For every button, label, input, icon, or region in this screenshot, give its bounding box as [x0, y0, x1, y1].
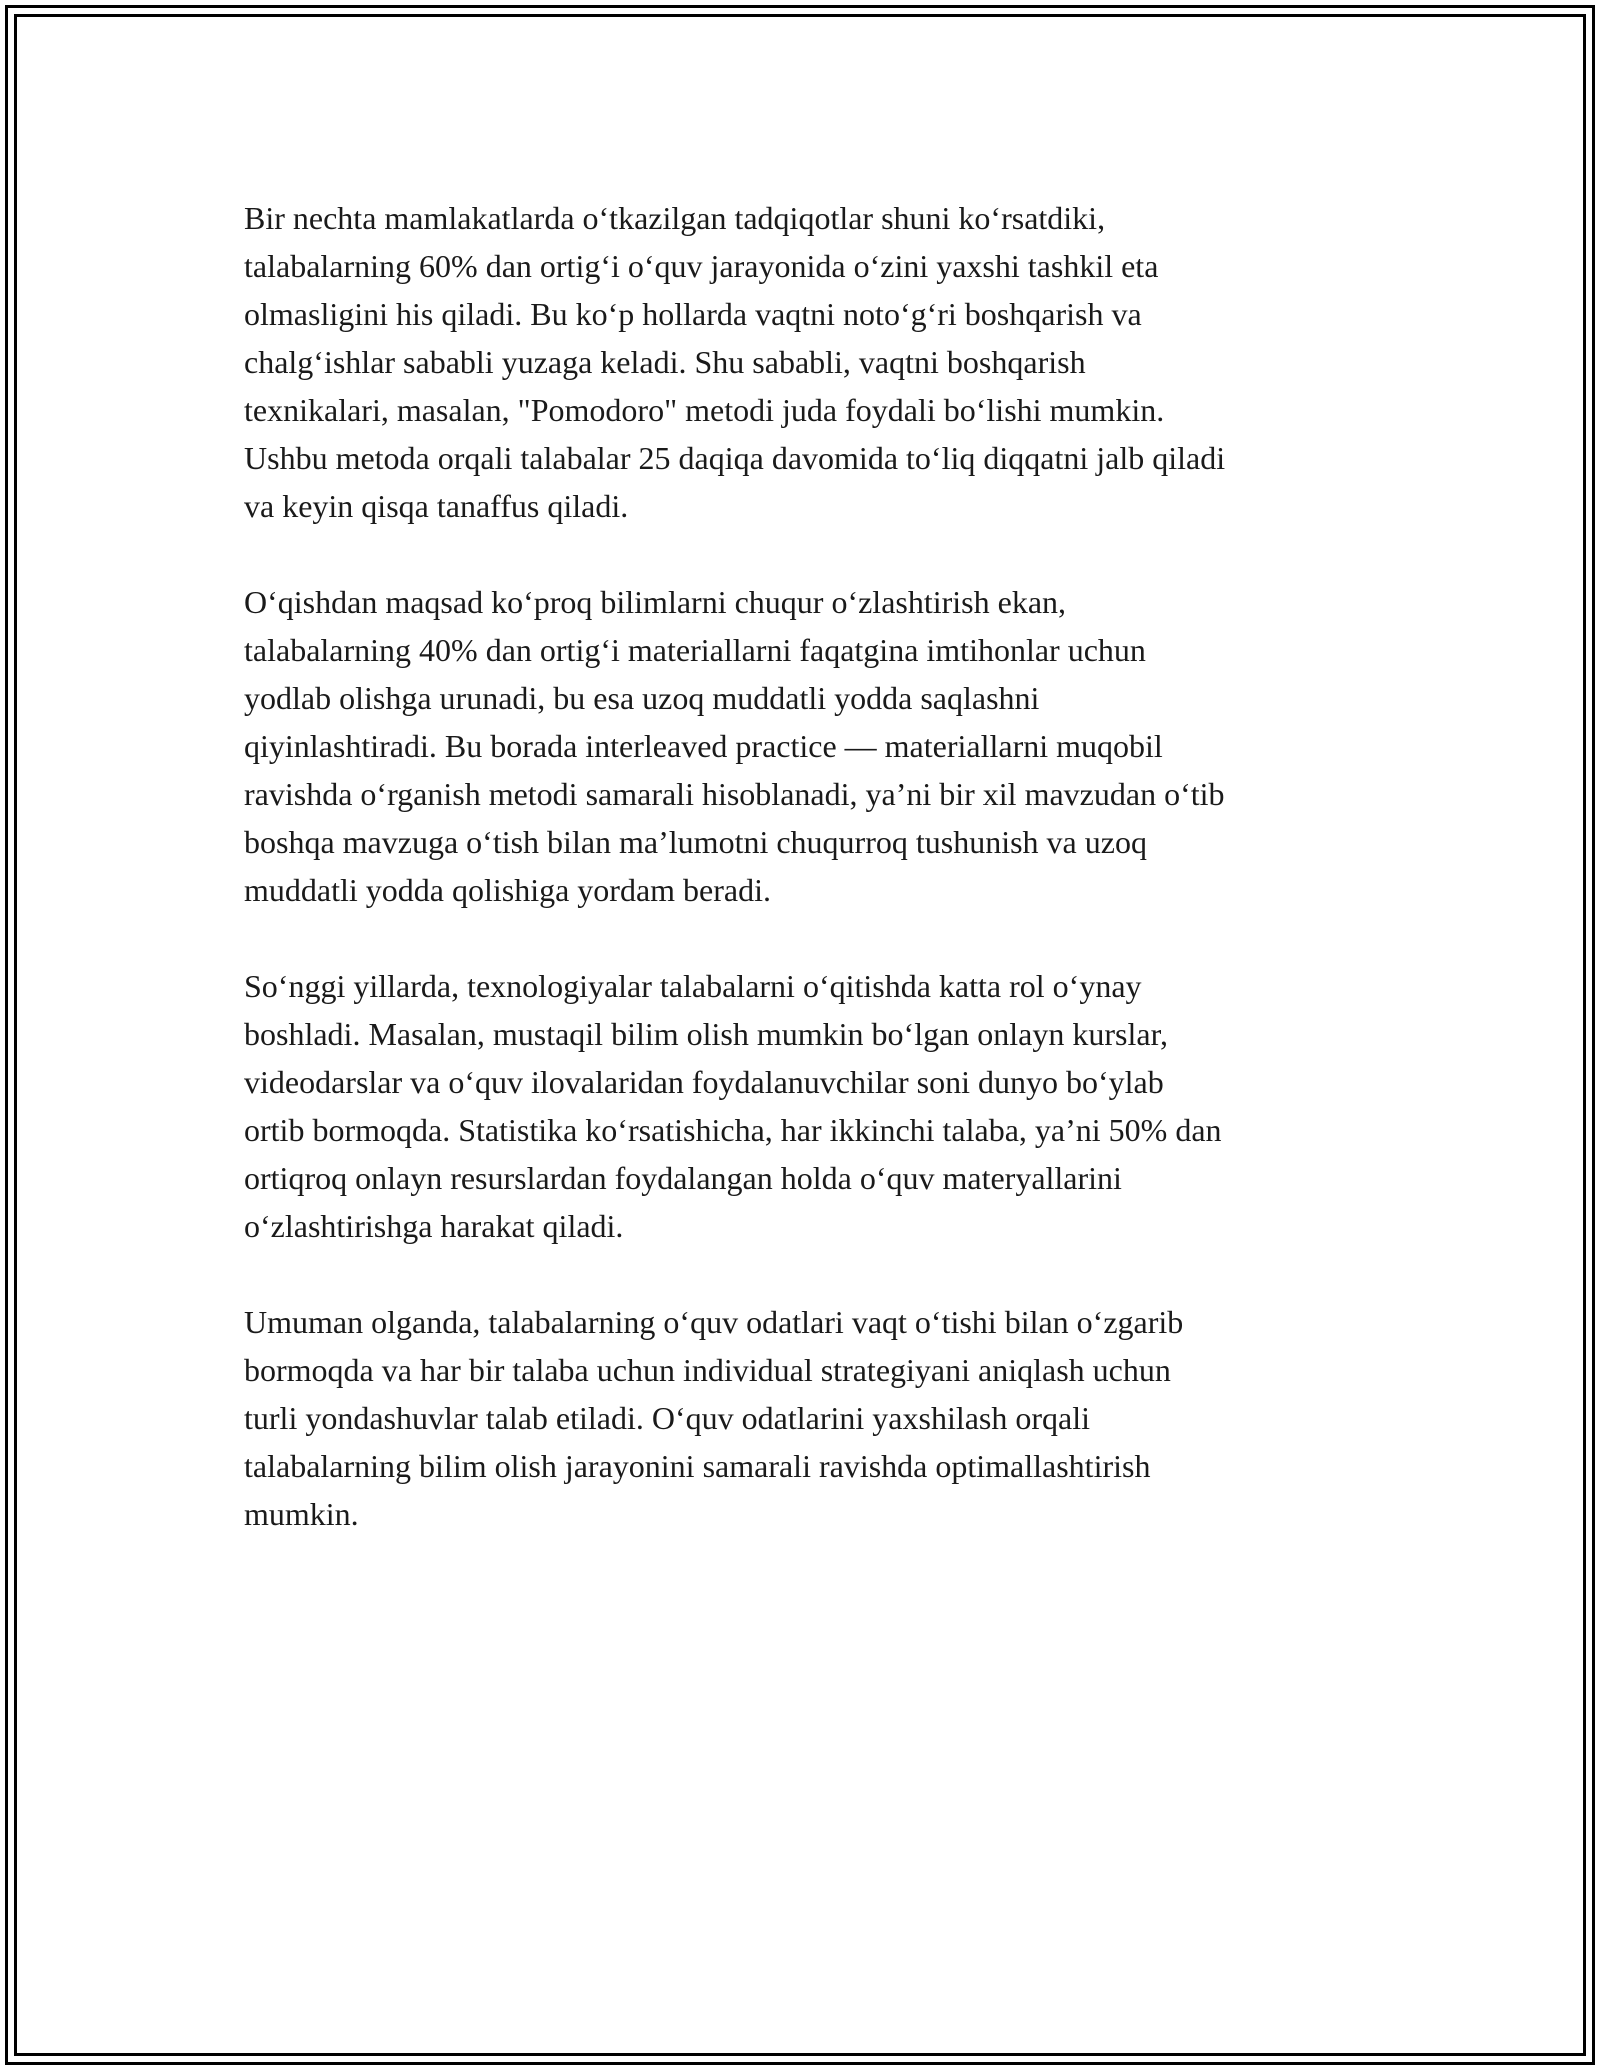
text-line: texnikalari, masalan, "Pomodoro" metodi juda foydali bo‘lishi mumkin.	[244, 392, 1165, 428]
paragraph-3	[244, 962, 1374, 1250]
text-line: videodarslar va o‘quv ilovalaridan foydalanuvchilar soni dunyo bo‘ylab	[244, 1064, 1164, 1100]
text-line: qiyinlashtiradi. Bu borada interleaved practice — materiallarni muqobil	[244, 728, 1163, 764]
text-line: boshladi. Masalan, mustaqil bilim olish mumkin bo‘lgan onlayn kurslar,	[244, 1016, 1168, 1052]
text-line: So‘nggi yillarda, texnologiyalar talabalarni o‘qitishda katta rol o‘ynay	[244, 968, 1142, 1004]
text-line: talabalarning 60% dan ortig‘i o‘quv jarayonida o‘zini yaxshi tashkil eta	[244, 248, 1159, 284]
text-line: o‘zlashtirishga harakat qiladi.	[244, 1208, 624, 1244]
text-line: talabalarning 40% dan ortig‘i materiallarni faqatgina imtihonlar uchun	[244, 632, 1146, 668]
text-line: Umuman olganda, talabalarning o‘quv odatlari vaqt o‘tishi bilan o‘zgarib	[244, 1304, 1184, 1340]
page-frame	[5, 5, 1595, 2065]
text-line: chalg‘ishlar sababli yuzaga keladi. Shu sababli, vaqtni boshqarish	[244, 344, 1086, 380]
paragraph-4	[244, 1298, 1374, 1538]
document-body	[244, 194, 1374, 1586]
paragraph-2	[244, 578, 1374, 914]
text-line: ravishda o‘rganish metodi samarali hisoblanadi, ya’ni bir xil mavzudan o‘tib	[244, 776, 1225, 812]
text-line: bormoqda va har bir talaba uchun individual strategiyani aniqlash uchun	[244, 1352, 1171, 1388]
text-line: O‘qishdan maqsad ko‘proq bilimlarni chuqur o‘zlashtirish ekan,	[244, 584, 1067, 620]
text-line: Ushbu metoda orqali talabalar 25 daqiqa davomida to‘liq diqqatni jalb qiladi	[244, 440, 1226, 476]
text-line: ortib bormoqda. Statistika ko‘rsatishicha, har ikkinchi talaba, ya’ni 50% dan	[244, 1112, 1222, 1148]
text-line: yodlab olishga urunadi, bu esa uzoq muddatli yodda saqlashni	[244, 680, 1040, 716]
text-line: va keyin qisqa tanaffus qiladi.	[244, 488, 629, 524]
text-line: mumkin.	[244, 1496, 359, 1532]
text-line: talabalarning bilim olish jarayonini samarali ravishda optimallashtirish	[244, 1448, 1151, 1484]
paragraph-1	[244, 194, 1374, 530]
text-line: boshqa mavzuga o‘tish bilan ma’lumotni chuqurroq tushunish va uzoq	[244, 824, 1147, 860]
text-line: turli yondashuvlar talab etiladi. O‘quv odatlarini yaxshilash orqali	[244, 1400, 1091, 1436]
text-line: olmasligini his qiladi. Bu ko‘p hollarda vaqtni noto‘g‘ri boshqarish va	[244, 296, 1142, 332]
text-line: Bir nechta mamlakatlarda o‘tkazilgan tadqiqotlar shuni ko‘rsatdiki,	[244, 200, 1106, 236]
text-line: muddatli yodda qolishiga yordam beradi.	[244, 872, 771, 908]
text-line: ortiqroq onlayn resurslardan foydalangan holda o‘quv materyallarini	[244, 1160, 1122, 1196]
